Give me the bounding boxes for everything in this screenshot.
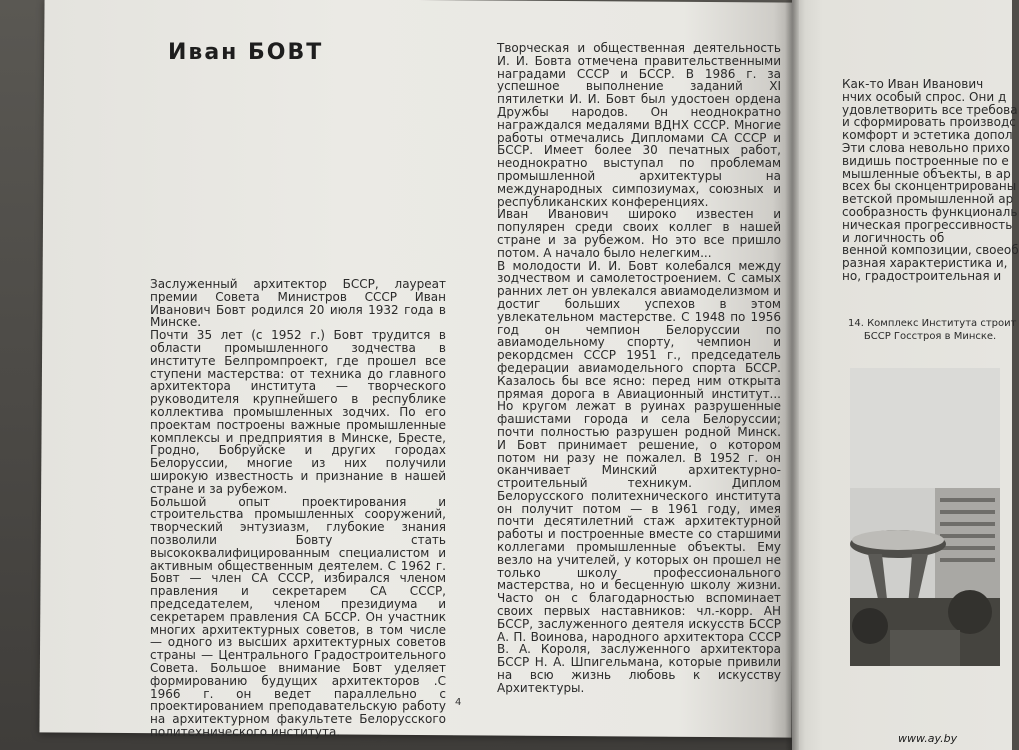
building-photo — [850, 368, 1000, 666]
book-gutter — [785, 0, 799, 750]
text-column-left: Заслуженный архитектор БССР, лауреат премии Совета Министров СССР Иван Иванович Бовт родился 20 июля 1932 года в Минске. Почти 35 лет (с 1952 г.) Бовт трудится в области промышленного зодчества в институте Белпромпроект, где прошел все ступени мастерства: от техника до главного архитектора института — творческого руководителя крупнейшего в республике коллектива промышленных зодчих. По его проектам построены важные промышленные комплексы и предприятия в Минске, Бресте, Гродно, Бобруйске и других городах Белоруссии, многие из них получили широкую известность и признание в нашей стране и за рубежом. Большой опыт проектирования и строительства промышленных сооружений, творческий энтузиазм, глубокие знания позволили Бовту стать высококвалифицированным специалистом и активным общественным деятелем. С 1962 г. Бовт — член СА СССР, избирался членом правления и секретарем СА СССР, председателем, членом президиума и секретарем правления СА БССР. Он участник многих архитектурных советов, в том числе — одного из высших архитектурных советов страны — Центрального Градостроительного Совета. Большое внимание Бовт уделяет формированию будущих архитекторов .С 1966 г. он ведет параллельно с проектированием преподавательскую работу на архитектурном факультете Белорусского политехнического института. — [150, 277, 446, 739]
text-column-right-page: Как-то Иван Иванович нчих особый спрос. Они удовлетворить все требова и сформировать производс комфорт и эстетика допол Эти слова невольно прихо видишь построенные по мышленные объекты, в всех бы сконцентрированы ветской промышленной сообразность функциональ ническая прогрессивность и логичность об венной композиции, своеоб разная характеристика и, но, градостроительная и — [842, 77, 1019, 283]
photo-caption: 14. Комплекс Института строит БССР Госстроя в Минске. — [848, 318, 1017, 342]
watermark: www.ay.by — [898, 732, 958, 745]
text-column-middle: Творческая и общественная деятельность И. И. Бовта отмечена правительственными наградами СССР и БССР. В 1986 г. за успешное выполнение заданий XI пятилетки И. И. Бовт был удостоен ордена Дружбы народов. Он неоднократно награждался медалями ВДНХ СССР. Многие работы отмечались Дипломами СА СССР и БССР. Имеет более 30 печатных работ, неоднократно выступал по проблемам промышленной архитектуры на международных симпозиумах, союзных и республиканских конференциях. Иван Иванович широко известен и популярен среди своих коллег в нашей стране и за рубежом. Но это все пришло потом. А начало было нелегким... В молодости И. И. Бовт колебался между зодчеством и самолетостроением. С самых ранних лет он увлекался авиамоделизмом и достиг больших успехов в этом увлекательном мастерстве. С 1948 по 1956 год он чемпион Белоруссии по авиамодельному спорту, чемпион и рекордсмен СССР 1951 г., председатель федерации авиамодельного спорта БССР. Казалось бы все ясно: перед ним открыта прямая дорога в Авиационный институт... Но кругом лежат в руинах разрушенные фашистами города и села Белоруссии; почти полностью разрушен родной Минск. И Бовт принимает решение, о котором потом ни разу не пожалел. В 1952 г. он оканчивает Минский архитектурно-строительный техникум. Диплом Белорусского политехнического института он получит потом — в 1961 году, имея почти десятилетний стаж архитектурной работы и построенные вместе со старшими коллегами промышленные объекты. Ему везло на учителей, у которых он прошел не только школу профессионального мастерства, но и бесценную школу жизни. Часто он с благодарностью вспоминает своих первых наставников: чл.-корр. АН БССР, заслуженного деятеля искусств БССР А. П. Воинова, народного архитектора СССР В. А. Короля, заслуженного архитектора БССР Н. А. Шпигельмана, которые привили на всю жизнь любовь к искусству Архитектуры. — [497, 41, 781, 695]
page-number: 4 — [455, 697, 462, 708]
article-title: Иван БОВТ — [168, 40, 324, 65]
building-photo-illustration — [850, 368, 1000, 666]
